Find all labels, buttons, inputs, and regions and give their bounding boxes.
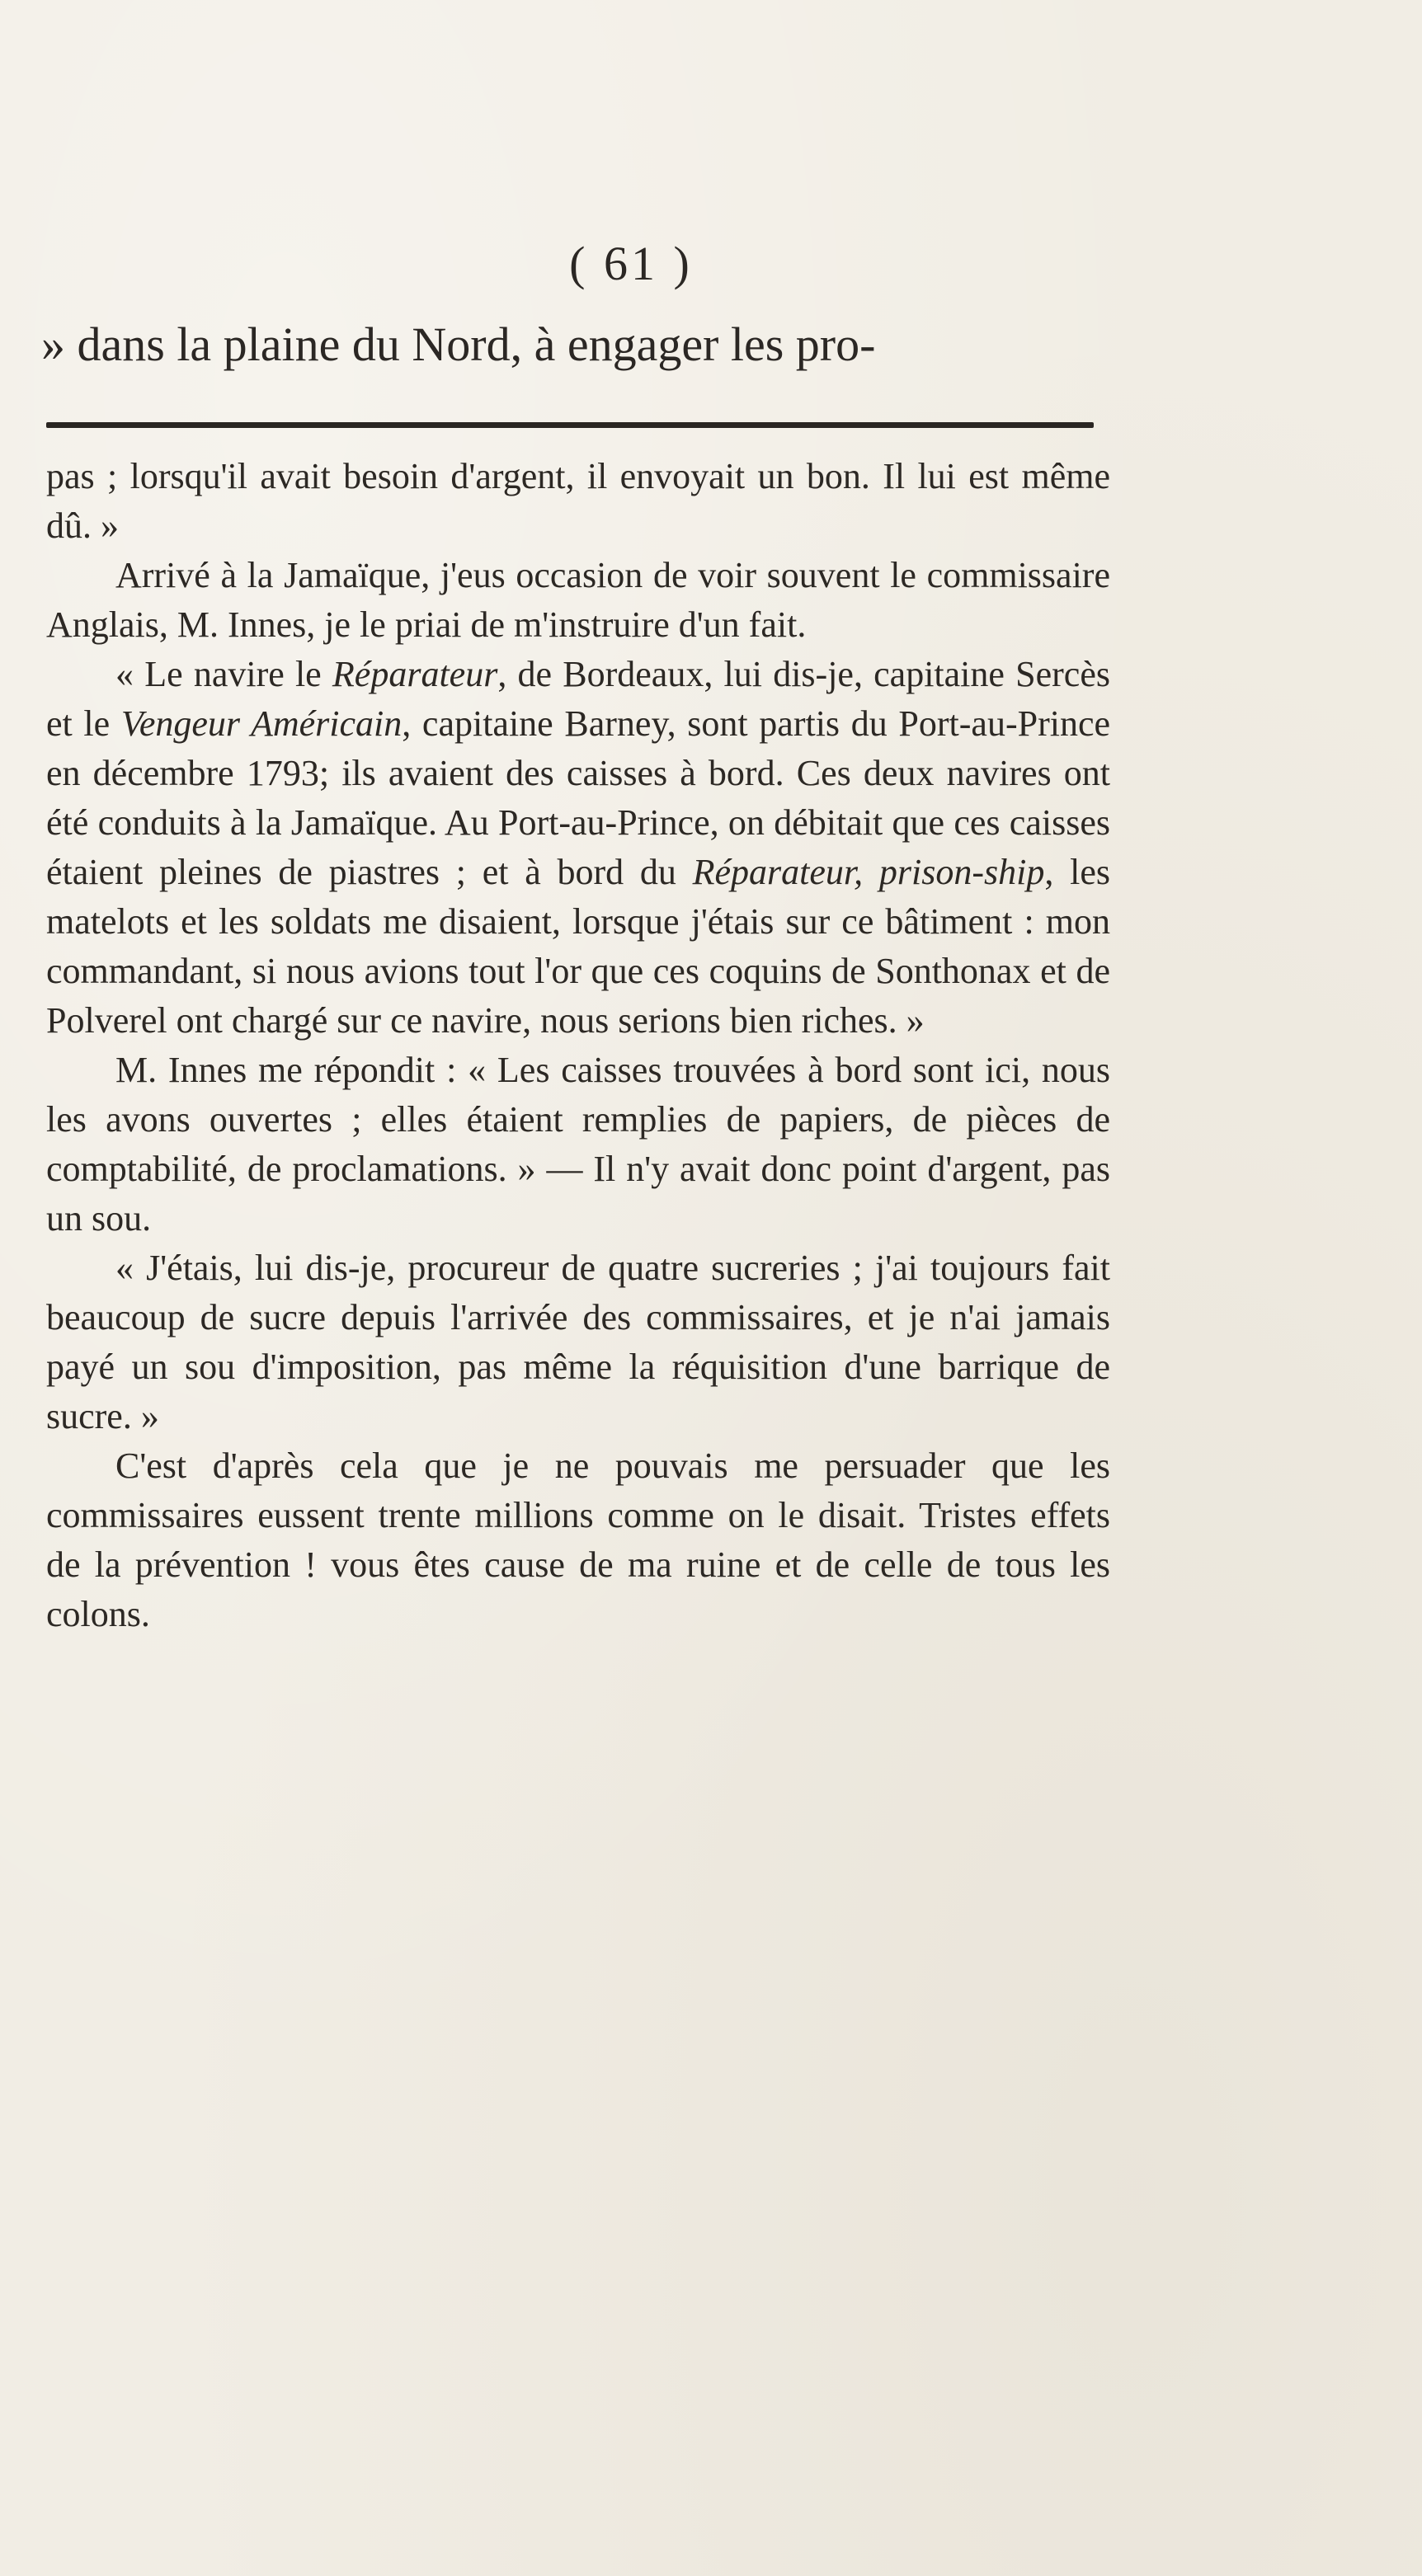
italic-text-segment: Réparateur, prison-ship xyxy=(692,852,1045,892)
paragraph xyxy=(46,650,1110,1046)
body-text xyxy=(46,452,1110,1639)
text-segment: pas ; lorsqu'il avait besoin d'argent, il envoyait un bon. Il lui est même dû. » xyxy=(46,456,1110,546)
paragraph xyxy=(46,452,1110,551)
text-segment: , les matelots et les soldats me disaient, lorsque j'étais sur ce bâtiment : mon commandant, si nous avions tout l'or que ces coquins de Sonthonax et de Polverel ont chargé sur ce navire, nous serions bien riches. » xyxy=(46,852,1110,1041)
text-segment: , de Bordeaux, lui dis-je, capitaine Sercès et le xyxy=(46,654,1110,744)
header-rule xyxy=(46,422,1094,428)
paragraph xyxy=(46,551,1110,650)
text-segment: , capitaine Barney, sont partis du Port-au-Prince en décembre 1793; ils avaient des caisses à bord. Ces deux navires ont été conduits à la Jamaïque. Au Port-au-Prince, on débitait que ces caisses étaient pleines de piastres ; et à bord du xyxy=(46,703,1110,892)
text-segment: « J'étais, lui dis-je, procureur de quatre sucreries ; j'ai toujours fait beaucoup de sucre depuis l'arrivée des commissaires, et je n'ai jamais payé un sou d'imposition, pas même la réquisition d'une barrique de sucre. » xyxy=(46,1248,1110,1436)
italic-text-segment: Vengeur Américain xyxy=(120,703,403,744)
paragraph xyxy=(46,1441,1110,1639)
paragraph xyxy=(46,1243,1110,1441)
text-segment: C'est d'après cela que je ne pouvais me persuader que les commissaires eussent trente millions comme on le disait. Tristes effets de la prévention ! vous êtes cause de ma ruine et de celle de tous les colons. xyxy=(46,1445,1110,1634)
catchword-line: » dans la plaine du Nord, à engager les pro- xyxy=(41,317,876,371)
text-segment: « Le navire le xyxy=(115,654,332,694)
paragraph xyxy=(46,1046,1110,1243)
page-number: ( 61 ) xyxy=(569,237,693,290)
text-segment: Arrivé à la Jamaïque, j'eus occasion de voir souvent le commissaire Anglais, M. Innes, je le priai de m'instruire d'un fait. xyxy=(46,555,1110,645)
italic-text-segment: Réparateur xyxy=(332,654,498,694)
text-segment: M. Innes me répondit : « Les caisses trouvées à bord sont ici, nous les avons ouvertes ; elles étaient remplies de papiers, de pièces de comptabilité, de proclamations. » — Il n'y avait donc point d'argent, pas un sou. xyxy=(46,1050,1110,1239)
